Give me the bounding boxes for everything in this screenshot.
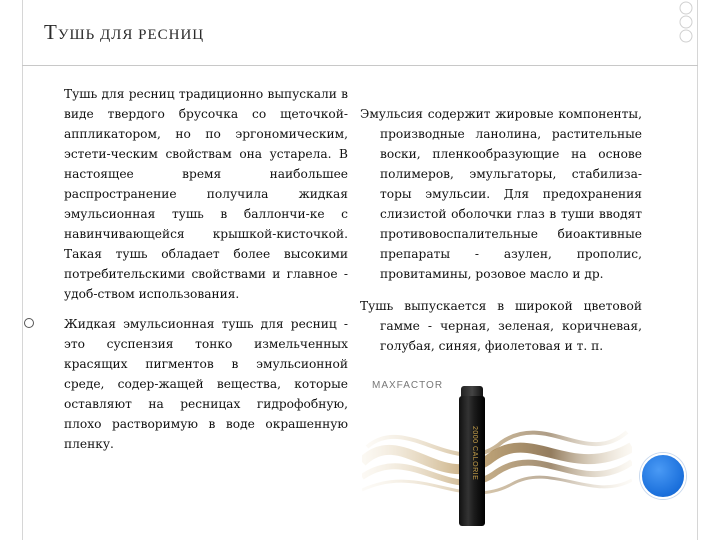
smoke-swirl-graphic	[362, 402, 632, 512]
brand-logo: MAXFACTOR	[372, 380, 444, 391]
paragraph-liquid-mascara-text: Жидкая эмульсионная тушь для ресниц - это суспензия тонко измельченных красящих пигментов в эмульсионной среде, содер-жащей вещества, которые оставляют на ресницах гидрофобную, плохо растворимую в воде окрашенную пленку.	[64, 317, 348, 451]
decorative-blue-circle	[640, 453, 686, 499]
paragraph-liquid-mascara	[44, 314, 348, 454]
title-rest: УШЬ	[57, 27, 96, 43]
slide-title	[44, 20, 204, 45]
paragraph-colors: Тушь выпускается в широкой цветовой гамме - черная, зеленая, коричневая, голубая, синяя, фиолетовая и т. п.	[360, 299, 642, 353]
mascara-product-image	[362, 366, 632, 530]
paragraph-intro	[44, 84, 348, 304]
right-column	[360, 104, 642, 356]
paragraph-intro-text: Тушь для ресниц традиционно выпускали в виде твердого брусочка со щеточкой-аппликатором, но по эргономическим, эстети-ческим свойствам она устарела. В настоящее время наибольшее распространение получила жидкая эмульсионная тушь в баллончи-ке с навинчивающейся крышкой-кисточкой. Такая тушь обладает более высокими потребительскими свойствами и главное - удоб-ством использования.	[64, 87, 348, 301]
paragraph-emulsion: Эмульсия содержит жировые компоненты, производные ланолина, растительные воски, пленкообразующие на основе полимеров, эмульгаторы, стабилиза-торы эмульсии. Для предохранения слизистой оболочки глаз в туши вводят противовоспалительные биоактивные препараты - азулен, прополис, провитамины, розовое масло и др.	[360, 107, 642, 281]
decorative-rings	[664, 0, 704, 60]
mascara-tube-label: 2000 CALORIE	[471, 426, 478, 481]
left-column	[44, 84, 348, 454]
title-rest-2: ДЛЯ РЕСНИЦ	[95, 27, 205, 43]
bullet-icon	[24, 318, 34, 328]
title-first-letter: Т	[44, 20, 58, 44]
title-divider	[22, 65, 698, 66]
